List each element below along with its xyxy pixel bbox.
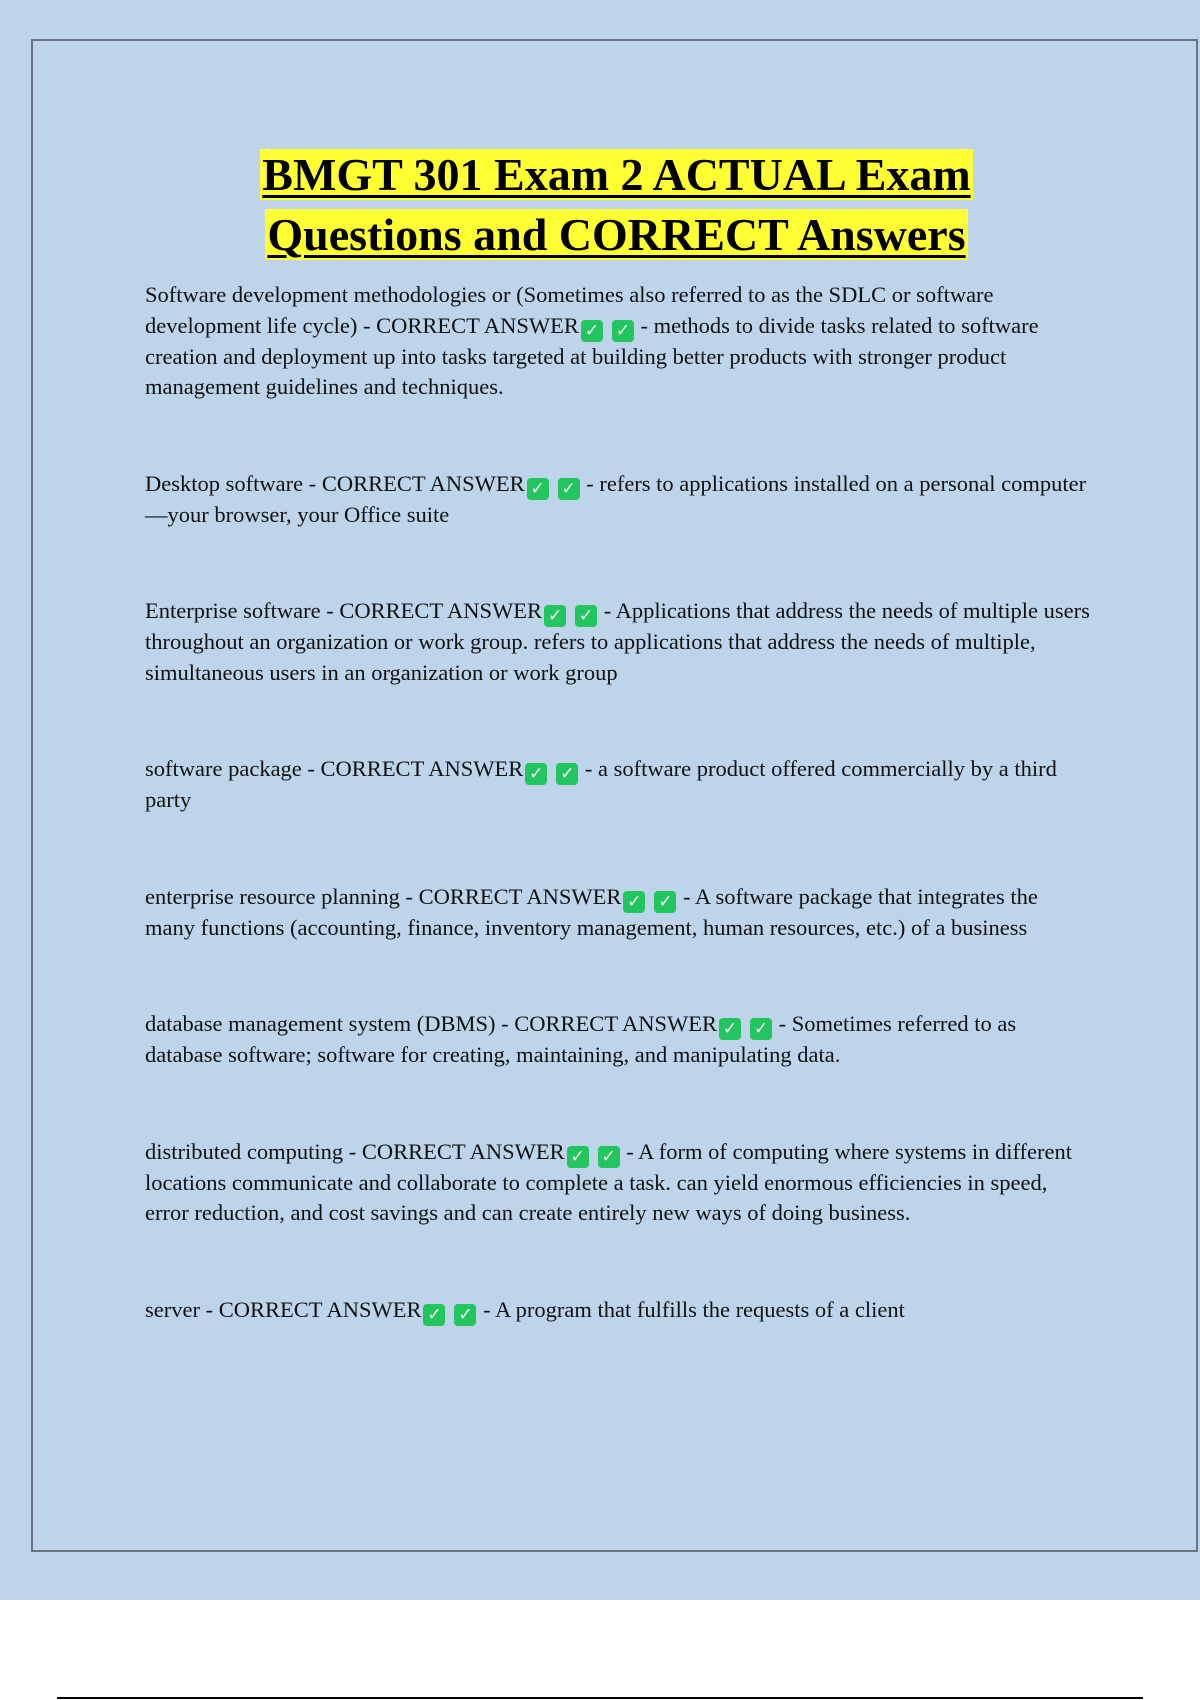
answer: methods to divide tasks related to software creation and deployment up into tasks targeted at building better products with stronger product management guidelines and techniques. xyxy=(145,312,1039,399)
qa-entry: enterprise resource planning - CORRECT ANSWER ✓ ✓ - A software package that integrates the many functions (accounting, finance, inventory management, human resources, etc.) of a business xyxy=(145,883,1038,940)
check-mark-icon: ✓ xyxy=(654,891,676,913)
answer: Applications that address the needs of multiple users throughout an organization or work group. refers to applications that address the needs of multiple, simultaneous users in an organization or work group xyxy=(145,598,1090,685)
term: database management system (DBMS) xyxy=(145,1011,496,1036)
check-mark-icon: ✓ xyxy=(544,605,566,627)
answer-marker: CORRECT ANSWER xyxy=(321,470,525,496)
answer-marker: CORRECT ANSWER xyxy=(418,883,622,909)
check-mark-icon: ✓ xyxy=(527,478,549,500)
qa-entry: distributed computing - CORRECT ANSWER ✓ ✓ - A form of computing where systems in different locations communicate and collaborate to complete a task. can yield enormous efficiencies in speed, error reduction, and cost savings and can create entirely new ways of doing business. xyxy=(145,1138,1072,1225)
term: enterprise resource planning xyxy=(145,883,400,909)
check-mark-icon: ✓ xyxy=(719,1018,741,1040)
qa-entry: Desktop software - CORRECT ANSWER ✓ ✓ - refers to applications installed on a personal computer—your browser, your Office suite xyxy=(145,470,1087,527)
check-mark-icon: ✓ xyxy=(454,1304,476,1326)
answer: A software package that integrates the many functions (accounting, finance, inventory management, human resources, etc.) of a business xyxy=(145,883,1038,940)
check-mark-icon: ✓ xyxy=(556,763,578,785)
title-line-2: Questions and CORRECT Answers xyxy=(267,209,966,260)
check-mark-icon: ✓ xyxy=(525,763,547,785)
check-mark-icon: ✓ xyxy=(423,1304,445,1326)
check-mark-icon: ✓ xyxy=(581,320,603,342)
qa-entry: server - CORRECT ANSWER ✓ ✓ - A program that fulfills the requests of a client xyxy=(145,1296,905,1325)
answer: a software product offered commercially by a third party xyxy=(145,756,1057,812)
check-mark-icon: ✓ xyxy=(575,605,597,627)
check-mark-icon: ✓ xyxy=(750,1018,772,1040)
check-mark-icon: ✓ xyxy=(612,320,634,342)
document-title xyxy=(0,145,1200,265)
answer-marker: CORRECT ANSWER xyxy=(339,598,543,623)
answer-marker: CORRECT ANSWER xyxy=(361,1138,565,1164)
term: Enterprise software xyxy=(145,598,321,623)
check-mark-icon: ✓ xyxy=(558,478,580,500)
footer-rule xyxy=(57,1697,1143,1699)
term: Desktop software xyxy=(145,470,304,496)
term: software package xyxy=(145,756,302,781)
term: distributed computing xyxy=(145,1138,344,1164)
term: Software development methodologies or (Sometimes also referred to as the SDLC or software development life cycle) xyxy=(145,282,994,338)
answer-marker: CORRECT ANSWER xyxy=(376,312,579,338)
qa-entry: Software development methodologies or (Sometimes also referred to as the SDLC or software development life cycle) - CORRECT ANSWER ✓ ✓ - methods to divide tasks related to software creation and deployment up into tasks targeted at building better products with stronger product management guidelines and techniques. xyxy=(145,282,1039,399)
answer: A form of computing where systems in different locations communicate and collaborate to complete a task. can yield enormous efficiencies in speed, error reduction, and cost savings and can create entirely new ways of doing business. xyxy=(145,1138,1072,1225)
answer: A program that fulfills the requests of a client xyxy=(494,1296,905,1322)
answer-marker: CORRECT ANSWER xyxy=(218,1296,422,1322)
check-mark-icon: ✓ xyxy=(623,891,645,913)
answer: refers to applications installed on a personal computer—your browser, your Office suite xyxy=(145,470,1087,527)
qa-entry: software package - CORRECT ANSWER ✓ ✓ - a software product offered commercially by a third party xyxy=(145,756,1057,812)
qa-entry: Enterprise software - CORRECT ANSWER ✓ ✓ - Applications that address the needs of multiple users throughout an organization or work group. refers to applications that address the needs of multiple, simultaneous users in an organization or work group xyxy=(145,598,1090,685)
check-mark-icon: ✓ xyxy=(567,1146,589,1168)
qa-list xyxy=(145,280,1090,1392)
answer: Sometimes referred to as database software; software for creating, maintaining, and manipulating data. xyxy=(145,1011,1017,1067)
term: server xyxy=(145,1296,200,1322)
qa-entry: database management system (DBMS) - CORRECT ANSWER ✓ ✓ - Sometimes referred to as database software; software for creating, maintaining, and manipulating data. xyxy=(145,1011,1017,1067)
check-mark-icon: ✓ xyxy=(598,1146,620,1168)
answer-marker: CORRECT ANSWER xyxy=(320,756,524,781)
answer-marker: CORRECT ANSWER xyxy=(514,1011,718,1036)
title-line-1: BMGT 301 Exam 2 ACTUAL Exam xyxy=(262,149,971,200)
